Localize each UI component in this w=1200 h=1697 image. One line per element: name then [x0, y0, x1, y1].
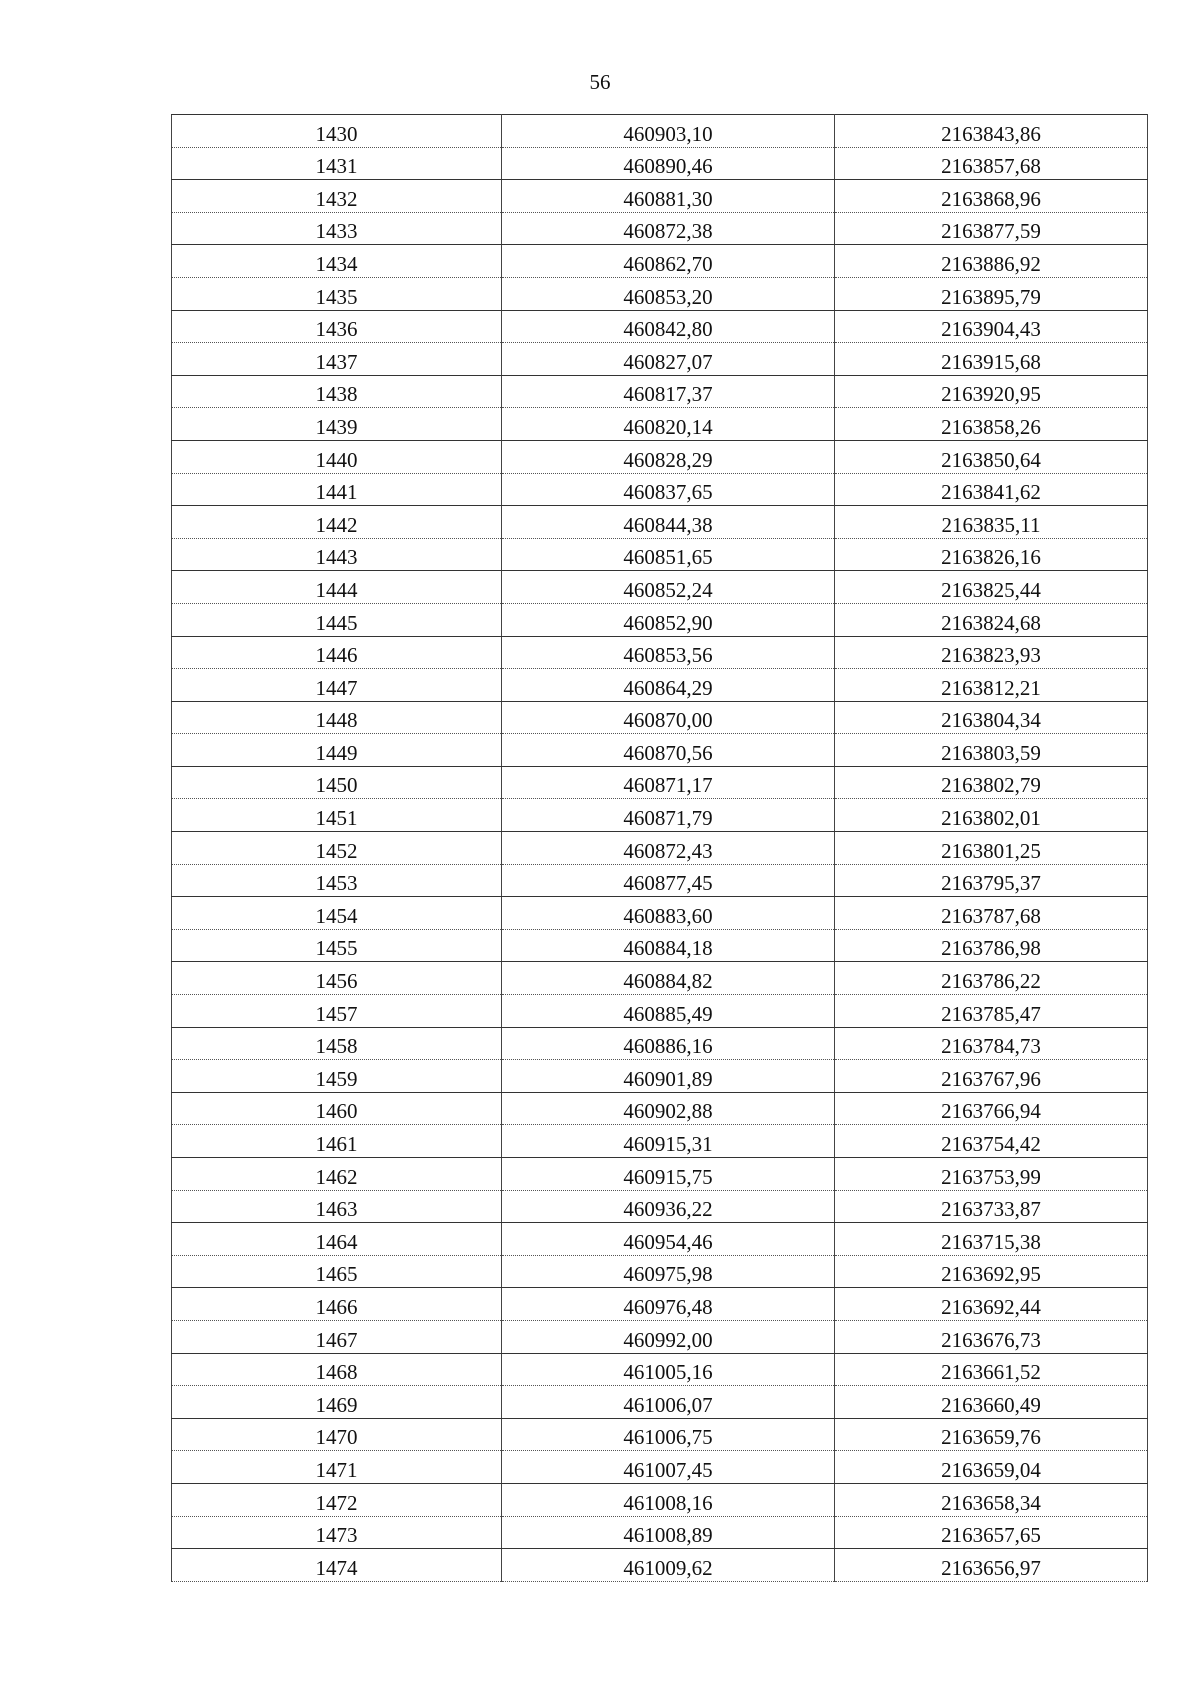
table-row: [172, 799, 1148, 832]
x-coordinate-cell: 460871,79: [502, 799, 835, 832]
point-number-cell: 1432: [172, 180, 502, 213]
x-coordinate-cell: 460975,98: [502, 1255, 835, 1288]
y-coordinate-cell: 2163801,25: [835, 832, 1148, 865]
x-coordinate-cell: 460884,82: [502, 962, 835, 995]
x-coordinate-cell: 460870,00: [502, 701, 835, 734]
table-row: [172, 212, 1148, 245]
table-row: [172, 1288, 1148, 1321]
table-row: [172, 1483, 1148, 1516]
point-number-cell: 1438: [172, 375, 502, 408]
y-coordinate-cell: 2163692,95: [835, 1255, 1148, 1288]
point-number-cell: 1464: [172, 1223, 502, 1256]
table-row: [172, 277, 1148, 310]
point-number-cell: 1439: [172, 408, 502, 441]
y-coordinate-cell: 2163676,73: [835, 1320, 1148, 1353]
x-coordinate-cell: 460992,00: [502, 1320, 835, 1353]
point-number-cell: 1465: [172, 1255, 502, 1288]
table-row: [172, 603, 1148, 636]
y-coordinate-cell: 2163656,97: [835, 1549, 1148, 1582]
x-coordinate-cell: 460817,37: [502, 375, 835, 408]
y-coordinate-cell: 2163868,96: [835, 180, 1148, 213]
point-number-cell: 1456: [172, 962, 502, 995]
table-row: [172, 408, 1148, 441]
x-coordinate-cell: 460886,16: [502, 1027, 835, 1060]
y-coordinate-cell: 2163812,21: [835, 669, 1148, 702]
y-coordinate-cell: 2163826,16: [835, 538, 1148, 571]
table-row: [172, 1386, 1148, 1419]
x-coordinate-cell: 460852,90: [502, 603, 835, 636]
table-row: [172, 1255, 1148, 1288]
table-row: [172, 1027, 1148, 1060]
point-number-cell: 1446: [172, 636, 502, 669]
y-coordinate-cell: 2163803,59: [835, 734, 1148, 767]
x-coordinate-cell: 460884,18: [502, 929, 835, 962]
y-coordinate-cell: 2163715,38: [835, 1223, 1148, 1256]
point-number-cell: 1474: [172, 1549, 502, 1582]
point-number-cell: 1473: [172, 1516, 502, 1549]
x-coordinate-cell: 460976,48: [502, 1288, 835, 1321]
x-coordinate-cell: 460883,60: [502, 897, 835, 930]
y-coordinate-cell: 2163904,43: [835, 310, 1148, 343]
x-coordinate-cell: 460881,30: [502, 180, 835, 213]
point-number-cell: 1463: [172, 1190, 502, 1223]
table-row: [172, 245, 1148, 278]
x-coordinate-cell: 461006,07: [502, 1386, 835, 1419]
y-coordinate-cell: 2163824,68: [835, 603, 1148, 636]
y-coordinate-cell: 2163802,01: [835, 799, 1148, 832]
table-row: [172, 1125, 1148, 1158]
point-number-cell: 1469: [172, 1386, 502, 1419]
y-coordinate-cell: 2163804,34: [835, 701, 1148, 734]
x-coordinate-cell: 460903,10: [502, 115, 835, 148]
x-coordinate-cell: 461008,89: [502, 1516, 835, 1549]
y-coordinate-cell: 2163920,95: [835, 375, 1148, 408]
table-row: [172, 995, 1148, 1028]
y-coordinate-cell: 2163784,73: [835, 1027, 1148, 1060]
table-row: [172, 310, 1148, 343]
point-number-cell: 1470: [172, 1418, 502, 1451]
y-coordinate-cell: 2163850,64: [835, 440, 1148, 473]
point-number-cell: 1447: [172, 669, 502, 702]
y-coordinate-cell: 2163786,22: [835, 962, 1148, 995]
table-row: [172, 1549, 1148, 1582]
table-row: [172, 506, 1148, 539]
point-number-cell: 1442: [172, 506, 502, 539]
y-coordinate-cell: 2163795,37: [835, 864, 1148, 897]
point-number-cell: 1443: [172, 538, 502, 571]
table-row: [172, 734, 1148, 767]
point-number-cell: 1449: [172, 734, 502, 767]
point-number-cell: 1467: [172, 1320, 502, 1353]
y-coordinate-cell: 2163753,99: [835, 1158, 1148, 1191]
page-number: 56: [589, 70, 611, 94]
point-number-cell: 1435: [172, 277, 502, 310]
coordinates-table-body: [172, 115, 1148, 1582]
table-row: [172, 962, 1148, 995]
table-row: [172, 115, 1148, 148]
x-coordinate-cell: 460862,70: [502, 245, 835, 278]
x-coordinate-cell: 460901,89: [502, 1060, 835, 1093]
point-number-cell: 1472: [172, 1483, 502, 1516]
y-coordinate-cell: 2163895,79: [835, 277, 1148, 310]
x-coordinate-cell: 460872,38: [502, 212, 835, 245]
y-coordinate-cell: 2163787,68: [835, 897, 1148, 930]
y-coordinate-cell: 2163843,86: [835, 115, 1148, 148]
y-coordinate-cell: 2163825,44: [835, 571, 1148, 604]
x-coordinate-cell: 461008,16: [502, 1483, 835, 1516]
x-coordinate-cell: 460915,31: [502, 1125, 835, 1158]
table-row: [172, 1451, 1148, 1484]
coordinates-table: [171, 114, 1148, 1582]
table-row: [172, 571, 1148, 604]
y-coordinate-cell: 2163786,98: [835, 929, 1148, 962]
point-number-cell: 1468: [172, 1353, 502, 1386]
x-coordinate-cell: 460844,38: [502, 506, 835, 539]
table-row: [172, 929, 1148, 962]
y-coordinate-cell: 2163835,11: [835, 506, 1148, 539]
x-coordinate-cell: 460902,88: [502, 1092, 835, 1125]
y-coordinate-cell: 2163785,47: [835, 995, 1148, 1028]
y-coordinate-cell: 2163658,34: [835, 1483, 1148, 1516]
x-coordinate-cell: 460820,14: [502, 408, 835, 441]
table-row: [172, 832, 1148, 865]
point-number-cell: 1436: [172, 310, 502, 343]
x-coordinate-cell: 460827,07: [502, 343, 835, 376]
x-coordinate-cell: 460954,46: [502, 1223, 835, 1256]
point-number-cell: 1460: [172, 1092, 502, 1125]
table-row: [172, 1223, 1148, 1256]
table-row: [172, 1516, 1148, 1549]
point-number-cell: 1430: [172, 115, 502, 148]
x-coordinate-cell: 460872,43: [502, 832, 835, 865]
x-coordinate-cell: 460852,24: [502, 571, 835, 604]
y-coordinate-cell: 2163660,49: [835, 1386, 1148, 1419]
table-row: [172, 701, 1148, 734]
table-row: [172, 1418, 1148, 1451]
x-coordinate-cell: 460871,17: [502, 766, 835, 799]
y-coordinate-cell: 2163659,04: [835, 1451, 1148, 1484]
y-coordinate-cell: 2163841,62: [835, 473, 1148, 506]
point-number-cell: 1471: [172, 1451, 502, 1484]
point-number-cell: 1444: [172, 571, 502, 604]
point-number-cell: 1461: [172, 1125, 502, 1158]
point-number-cell: 1462: [172, 1158, 502, 1191]
table-row: [172, 180, 1148, 213]
table-row: [172, 669, 1148, 702]
y-coordinate-cell: 2163915,68: [835, 343, 1148, 376]
x-coordinate-cell: 460842,80: [502, 310, 835, 343]
y-coordinate-cell: 2163766,94: [835, 1092, 1148, 1125]
y-coordinate-cell: 2163661,52: [835, 1353, 1148, 1386]
table-row: [172, 1353, 1148, 1386]
x-coordinate-cell: 460837,65: [502, 473, 835, 506]
table-row: [172, 1190, 1148, 1223]
x-coordinate-cell: 460828,29: [502, 440, 835, 473]
x-coordinate-cell: 460890,46: [502, 147, 835, 180]
point-number-cell: 1431: [172, 147, 502, 180]
y-coordinate-cell: 2163877,59: [835, 212, 1148, 245]
point-number-cell: 1441: [172, 473, 502, 506]
x-coordinate-cell: 461007,45: [502, 1451, 835, 1484]
x-coordinate-cell: 461006,75: [502, 1418, 835, 1451]
table-row: [172, 897, 1148, 930]
point-number-cell: 1451: [172, 799, 502, 832]
point-number-cell: 1454: [172, 897, 502, 930]
y-coordinate-cell: 2163754,42: [835, 1125, 1148, 1158]
table-row: [172, 473, 1148, 506]
table-row: [172, 1092, 1148, 1125]
table-row: [172, 538, 1148, 571]
y-coordinate-cell: 2163657,65: [835, 1516, 1148, 1549]
table-row: [172, 1158, 1148, 1191]
x-coordinate-cell: 460853,56: [502, 636, 835, 669]
table-row: [172, 343, 1148, 376]
x-coordinate-cell: 460864,29: [502, 669, 835, 702]
point-number-cell: 1448: [172, 701, 502, 734]
y-coordinate-cell: 2163886,92: [835, 245, 1148, 278]
point-number-cell: 1445: [172, 603, 502, 636]
point-number-cell: 1433: [172, 212, 502, 245]
x-coordinate-cell: 460853,20: [502, 277, 835, 310]
y-coordinate-cell: 2163823,93: [835, 636, 1148, 669]
point-number-cell: 1440: [172, 440, 502, 473]
table-row: [172, 440, 1148, 473]
x-coordinate-cell: 460915,75: [502, 1158, 835, 1191]
table-row: [172, 766, 1148, 799]
table-row: [172, 636, 1148, 669]
point-number-cell: 1437: [172, 343, 502, 376]
y-coordinate-cell: 2163733,87: [835, 1190, 1148, 1223]
point-number-cell: 1455: [172, 929, 502, 962]
x-coordinate-cell: 460936,22: [502, 1190, 835, 1223]
point-number-cell: 1458: [172, 1027, 502, 1060]
y-coordinate-cell: 2163857,68: [835, 147, 1148, 180]
x-coordinate-cell: 460870,56: [502, 734, 835, 767]
x-coordinate-cell: 461005,16: [502, 1353, 835, 1386]
point-number-cell: 1466: [172, 1288, 502, 1321]
y-coordinate-cell: 2163692,44: [835, 1288, 1148, 1321]
y-coordinate-cell: 2163767,96: [835, 1060, 1148, 1093]
table-row: [172, 147, 1148, 180]
point-number-cell: 1459: [172, 1060, 502, 1093]
table-row: [172, 375, 1148, 408]
table-row: [172, 1060, 1148, 1093]
point-number-cell: 1450: [172, 766, 502, 799]
x-coordinate-cell: 460851,65: [502, 538, 835, 571]
table-row: [172, 1320, 1148, 1353]
y-coordinate-cell: 2163802,79: [835, 766, 1148, 799]
x-coordinate-cell: 460877,45: [502, 864, 835, 897]
table-row: [172, 864, 1148, 897]
point-number-cell: 1434: [172, 245, 502, 278]
point-number-cell: 1452: [172, 832, 502, 865]
y-coordinate-cell: 2163858,26: [835, 408, 1148, 441]
x-coordinate-cell: 461009,62: [502, 1549, 835, 1582]
point-number-cell: 1453: [172, 864, 502, 897]
x-coordinate-cell: 460885,49: [502, 995, 835, 1028]
y-coordinate-cell: 2163659,76: [835, 1418, 1148, 1451]
point-number-cell: 1457: [172, 995, 502, 1028]
